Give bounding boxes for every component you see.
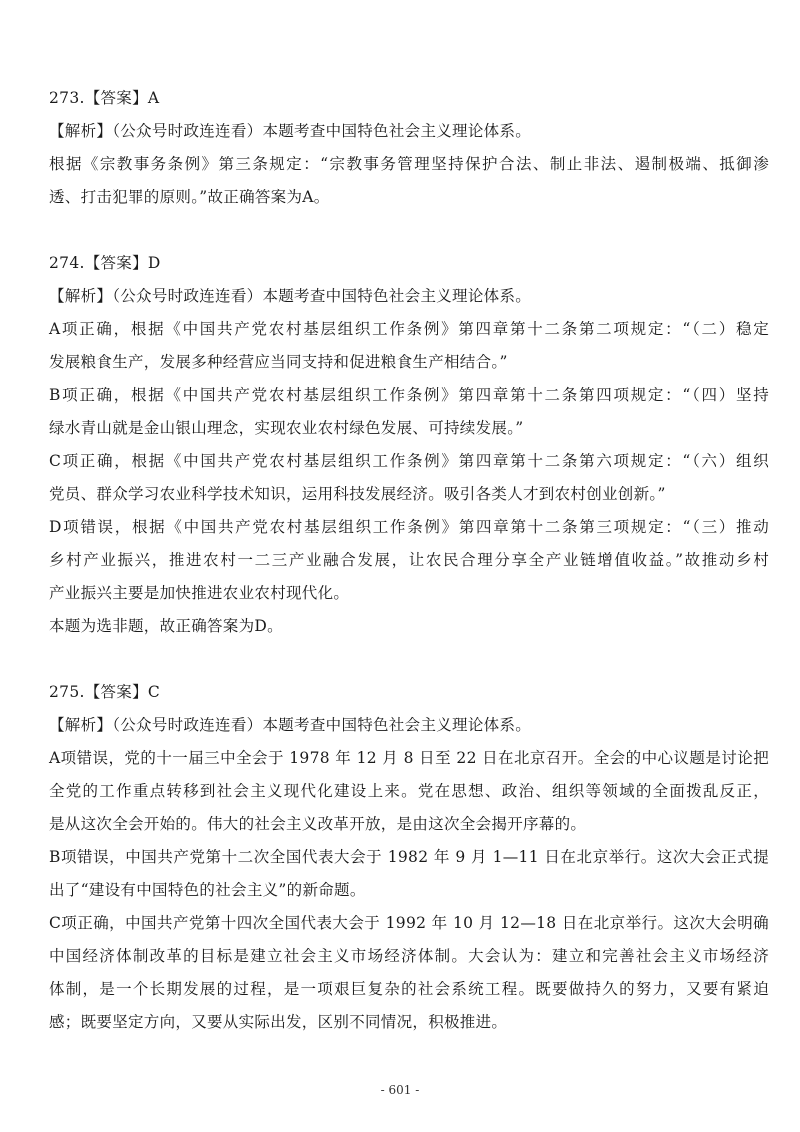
question-275-analysis-line: B项错误，中国共产党第十二次全国代表大会于 1982 年 9 月 1—11 日在北京举行。这次大会正式提	[49, 848, 769, 866]
question-275-analysis-line: 中国经济体制改革的目标是建立社会主义市场经济体制。大会认为：建立和完善社会主义市场经济	[49, 947, 769, 965]
question-273-analysis-line: 【解析】（公众号时政连连看）本题考查中国特色社会主义理论体系。	[49, 122, 532, 140]
question-274-analysis-line: 【解析】（公众号时政连连看）本题考查中国特色社会主义理论体系。	[49, 287, 532, 305]
question-274-analysis-line: B项正确，根据《中国共产党农村基层组织工作条例》第四章第十二条第四项规定：“（四）坚持	[49, 386, 769, 404]
question-273-analysis-line: 透、打击犯罪的原则。”故正确答案为A。	[49, 188, 330, 206]
question-275-analysis-line: A项错误，党的十一届三中全会于 1978 年 12 月 8 日至 22 日在北京召开。全会的中心议题是讨论把	[49, 749, 769, 767]
question-275-analysis-line: 出了“建设有中国特色的社会主义”的新命题。	[49, 881, 366, 899]
page-number: - 601 -	[380, 1083, 420, 1097]
question-274-analysis-line: 本题为选非题，故正确答案为D。	[49, 617, 283, 635]
question-274-analysis-line: A项正确，根据《中国共产党农村基层组织工作条例》第四章第十二条第二项规定：“（二）稳定	[49, 320, 769, 338]
question-275-analysis-line: 体制，是一个长期发展的过程，是一项艰巨复杂的社会系统工程。既要做持久的努力，又要有紧迫	[49, 980, 769, 998]
question-274-analysis-line: 绿水青山就是金山银山理念，实现农业农村绿色发展、可持续发展。”	[49, 419, 524, 437]
question-274-analysis-line: 发展粮食生产，发展多种经营应当同支持和促进粮食生产相结合。”	[49, 353, 508, 371]
question-275-analysis-line: 全党的工作重点转移到社会主义现代化建设上来。党在思想、政治、组织等领域的全面拨乱反正，	[49, 782, 769, 800]
question-275-analysis-line: 感；既要坚定方向，又要从实际出发，区别不同情况，积极推进。	[49, 1013, 508, 1031]
question-274-analysis-line: 党员、群众学习农业科学技术知识，运用科技发展经济。吸引各类人才到农村创业创新。”	[49, 485, 666, 503]
question-274-analysis-line: D项错误，根据《中国共产党农村基层组织工作条例》第四章第十二条第三项规定：“（三）推动	[49, 518, 769, 536]
question-275-heading: 275.【答案】C	[49, 683, 161, 701]
question-274-heading: 274.【答案】D	[49, 254, 161, 272]
question-274-analysis-line: C项正确，根据《中国共产党农村基层组织工作条例》第四章第十二条第六项规定：“（六）组织	[49, 452, 769, 470]
question-275-analysis-line: 是从这次全会开始的。伟大的社会主义改革开放，是由这次全会揭开序幕的。	[49, 815, 587, 833]
question-275-analysis-line: C项正确，中国共产党第十四次全国代表大会于 1992 年 10 月 12—18 日在北京举行。这次大会明确	[49, 914, 769, 932]
question-273-heading: 273.【答案】A	[49, 89, 160, 107]
question-275-analysis-line: 【解析】（公众号时政连连看）本题考查中国特色社会主义理论体系。	[49, 716, 532, 734]
question-273-analysis-line: 根据《宗教事务条例》第三条规定：“宗教事务管理坚持保护合法、制止非法、遏制极端、抵御渗	[49, 155, 769, 173]
question-274-analysis-line: 产业振兴主要是加快推进农业农村现代化。	[49, 584, 350, 602]
question-274-analysis-line: 乡村产业振兴，推进农村一二三产业融合发展，让农民合理分享全产业链增值收益。”故推动乡村	[49, 551, 769, 569]
